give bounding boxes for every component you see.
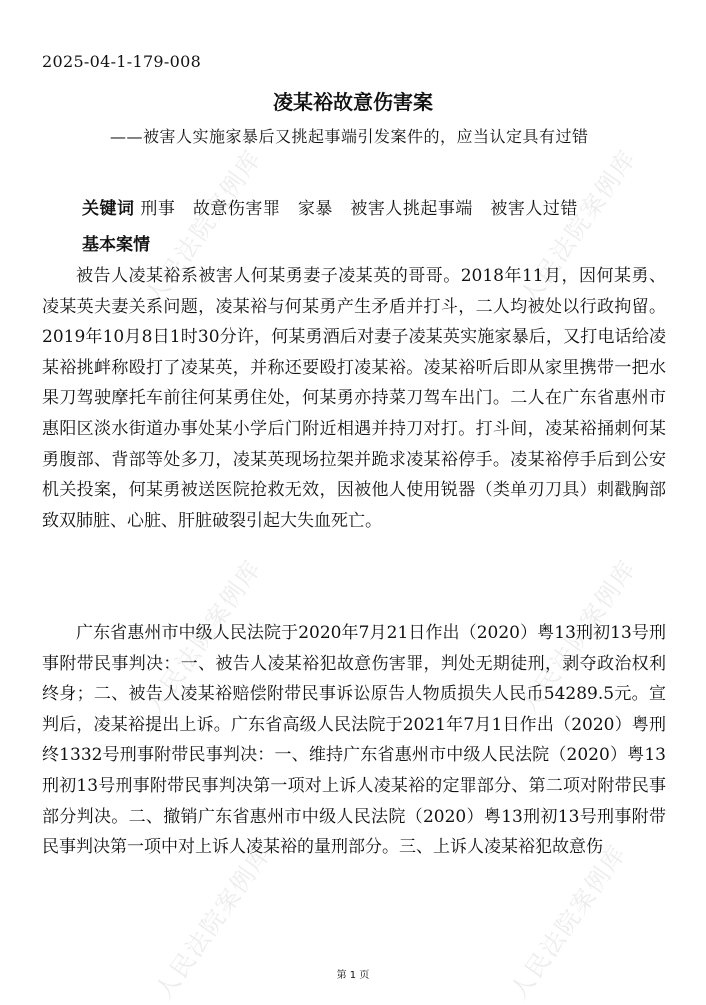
section-heading: 基本案情 — [82, 235, 150, 255]
document-title: 凌某裕故意伤害案 — [273, 90, 433, 114]
page-number: 第 1 页 — [336, 970, 370, 981]
paragraph-judgments: 广东省惠州市中级人民法院于2020年7月21日作出（2020）粤13刑初13号刑事附带民事判决：一、被告人凌某裕犯故意伤害罪，判处无期徒刑，剥夺政治权利终身；二、被告人凌某裕赔偿附带民事诉讼原告人物质损失人民币54289.5元。宣判后，凌某裕提出上诉。广东省高级人民法院于2021年7月1日作出（2020）粤刑终1332号刑事附带民事判决：一、维持广东省惠州市中级人民法院（2020）粤13刑初13号刑事附带民事判决第一项对上诉人凌某裕的定罪部分、第二项对附带民事部分判决。二、撤销广东省惠州市中级人民法院（2020）粤13刑初13号刑事附带民事判决第一项中对上诉人凌某裕的量刑部分。三、上诉人凌某裕犯故意伤 — [42, 623, 666, 858]
watermark: 人民法院案例库 — [504, 839, 633, 1005]
watermark: 人民法院案例库 — [514, 144, 643, 310]
paragraph-facts: 被告人凌某裕系被害人何某勇妻子凌某英的哥哥。2018年11月，因何某勇、凌某英夫妻关系问题，凌某裕与何某勇产生矛盾并打斗，二人均被处以行政拘留。2019年10月8日1时30分许，何某勇酒后对妻子凌某英实施家暴后，又打电话给凌某裕挑衅称殴打了凌某英，并称还要殴打凌某裕。凌某裕听后即从家里携带一把水果刀驾驶摩托车前往何某勇住处，何某勇亦持菜刀驾车出门。二人在广东省惠州市惠阳区淡水街道办事处某小学后门附近相遇并持刀对打。打斗间，凌某裕捅刺何某勇腹部、背部等处多刀，凌某英现场拉架并跪求凌某裕停手。凌某裕停手后到公安机关投案，何某勇被送医院抢救无效，因被他人使用锐器（类单刃刀具）刺戳胸部致双肺脏、心脏、肝脏破裂引起大失血死亡。 — [42, 266, 666, 531]
keywords-text: 刑事 故意伤害罪 家暴 被害人挑起事端 被害人过错 — [140, 199, 578, 219]
watermark: 人民法院案例库 — [139, 554, 268, 720]
case-number: 2025-04-1-179-008 — [42, 52, 202, 71]
watermark: 人民法院案例库 — [149, 839, 278, 1005]
watermark: 人民法院案例库 — [514, 554, 643, 720]
keywords-label: 关键词 — [82, 199, 135, 219]
keywords-line — [82, 194, 578, 219]
watermark: 人民法院案例库 — [139, 144, 268, 310]
document-subtitle: ——被害人实施家暴后又挑起事端引发案件的，应当认定具有过错 — [110, 127, 589, 146]
